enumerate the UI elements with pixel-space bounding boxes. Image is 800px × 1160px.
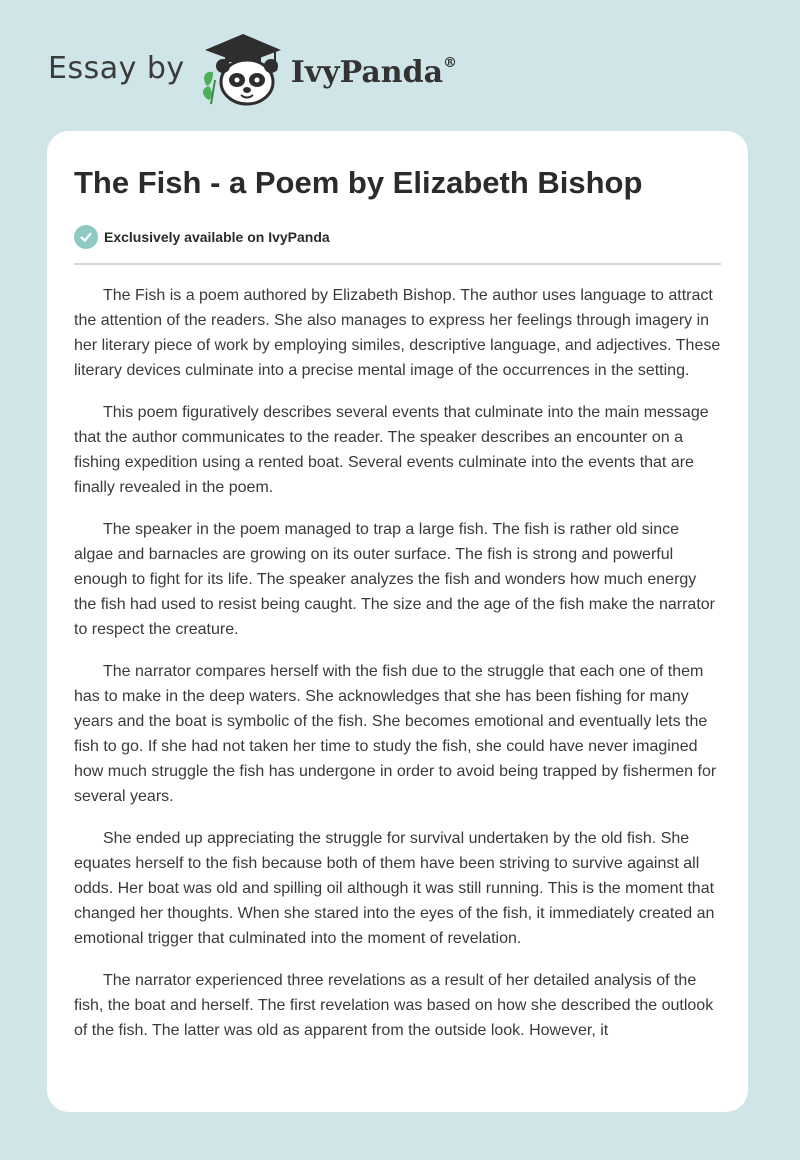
- essay-paragraph: The narrator experienced three revelations as a result of her detailed analysis of the fish, the boat and herself. The first revelation was based on how she described the outlook of the fish. The latter was old as apparent from the outside look. However, it: [74, 972, 714, 1039]
- essay-body: [74, 283, 721, 1043]
- brand-name: [291, 55, 457, 90]
- exclusive-badge: [74, 224, 721, 250]
- essay-paragraph: The narrator compares herself with the fish due to the struggle that each one of them has to make in the deep waters. She acknowledges that she has been fishing for many years and the boat is symbolic of the fish. She becomes emotional and eventually lets the fish to go. If she had not taken her time to study the fish, she could have never imagined how much struggle the fish has undergone in order to avoid being trapped by fishermen for several years.: [74, 663, 717, 805]
- essay-paragraph: This poem figuratively describes several events that culminate into the main message that the author communicates to the reader. The speaker describes an encounter on a fishing expedition using a rented boat. Several events culminate into the events that are finally revealed in the poem.: [74, 404, 709, 496]
- title-divider: [74, 263, 721, 265]
- badge-text: Exclusively available on IvyPanda: [104, 229, 330, 245]
- registered-mark: ®: [443, 54, 458, 71]
- brand-prefix: Essay by: [48, 50, 185, 86]
- essay-paragraph: She ended up appreciating the struggle for survival undertaken by the old fish. She equates herself to the fish because both of them have been striving to survive against all odds. Her boat was old and spilling oil although it was still running. This is the moment that changed her thoughts. When she stared into the eyes of the fish, it immediately created an emotional trigger that culminated into the moment of revelation.: [74, 830, 715, 947]
- panda-logo-icon: [199, 30, 287, 110]
- essay-paragraph: The speaker in the poem managed to trap a large fish. The fish is rather old since algae and barnacles are growing on its outer surface. The fish is strong and powerful enough to fight for its life. The speaker analyzes the fish and wonders how much energy the fish had used to resist being caught. The size and the age of the fish make the narrator to respect the creature.: [74, 521, 715, 638]
- essay-paragraph: The Fish is a poem authored by Elizabeth Bishop. The author uses language to attract the attention of the readers. She also manages to express her feelings through imagery in her literary piece of work by employing similes, descriptive language, and adjectives. These literary devices culminate into a precise mental image of the occurrences in the setting.: [74, 287, 721, 379]
- checkmark-icon: [74, 225, 98, 249]
- essay-card: [47, 131, 748, 1112]
- brand-header[interactable]: [48, 30, 457, 110]
- brand-name-text: IvyPanda: [290, 54, 444, 90]
- essay-title: The Fish - a Poem by Elizabeth Bishop: [74, 165, 643, 200]
